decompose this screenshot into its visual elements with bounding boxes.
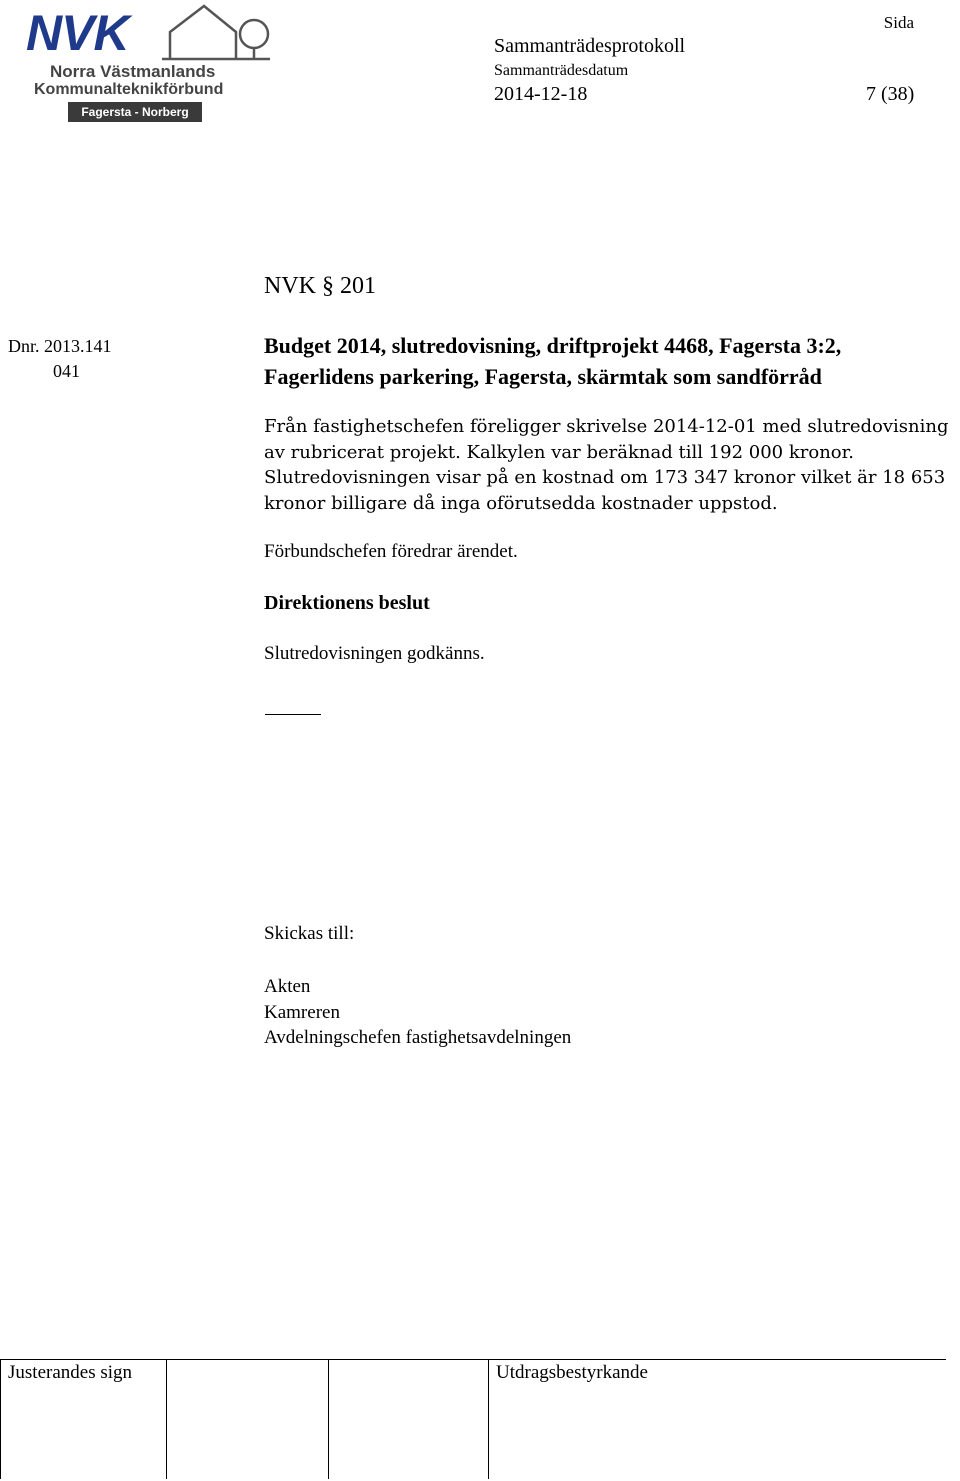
body-paragraph: Från fastighetschefen föreligger skrivelse 2014-12-01 med slutredovisning av rubricerat projekt. Kalkylen var beräknad till 192 000 kronor. Slutredovisningen visar på en kostnad om 173 347 kronor vilket är 18 653 kronor billigare då inga oförutsedda kostnader uppstod. — [264, 416, 949, 514]
diary-number: Dnr. 2013.141 — [8, 336, 112, 356]
presenter-note: Förbundschefen föredrar ärendet. — [264, 541, 518, 562]
diary-subnumber: 041 — [53, 361, 80, 381]
nvk-logo — [26, 4, 246, 122]
section-separator — [265, 714, 321, 715]
footer-cell-divider — [488, 1359, 489, 1479]
paragraph-number: NVK § 201 — [264, 273, 376, 299]
recipient-item: Akten — [264, 976, 311, 997]
house-tree-icon — [162, 4, 272, 64]
footer-top-rule — [0, 1359, 946, 1360]
document-type: Sammanträdesprotokoll — [494, 35, 686, 57]
decision-text: Slutredovisningen godkänns. — [264, 643, 485, 664]
logo-wordmark: NVK — [26, 5, 129, 61]
page-label: Sida — [883, 13, 914, 32]
footer-cell-divider — [0, 1359, 1, 1479]
certification-label: Utdragsbestyrkande — [496, 1362, 648, 1383]
logo-line-1: Norra Västmanlands — [50, 62, 216, 81]
page-number: 7 (38) — [866, 83, 915, 105]
case-body — [264, 414, 960, 516]
meeting-date-label: Sammanträdesdatum — [494, 62, 629, 79]
case-heading: Budget 2014, slutredovisning, driftprojekt 4468, Fagersta 3:2, Fagerlidens parkering, Fagersta, skärmtak som sandförråd — [264, 333, 842, 389]
decision-heading: Direktionens beslut — [264, 592, 430, 614]
footer-cell-divider — [166, 1359, 167, 1479]
adjuster-sign-label: Justerandes sign — [8, 1362, 133, 1383]
signature-footer — [0, 1359, 946, 1479]
recipient-item: Kamreren — [264, 1001, 340, 1023]
recipient-list — [264, 974, 571, 1051]
logo-band: Fagersta - Norberg — [68, 102, 202, 122]
footer-cell-divider — [328, 1359, 329, 1479]
recipient-item: Avdelningschefen fastighetsavdelningen — [264, 1027, 572, 1048]
meeting-date: 2014-12-18 — [494, 83, 588, 105]
logo-line-2: Kommunalteknikförbund — [34, 81, 224, 98]
distribution-label: Skickas till: — [264, 923, 355, 944]
